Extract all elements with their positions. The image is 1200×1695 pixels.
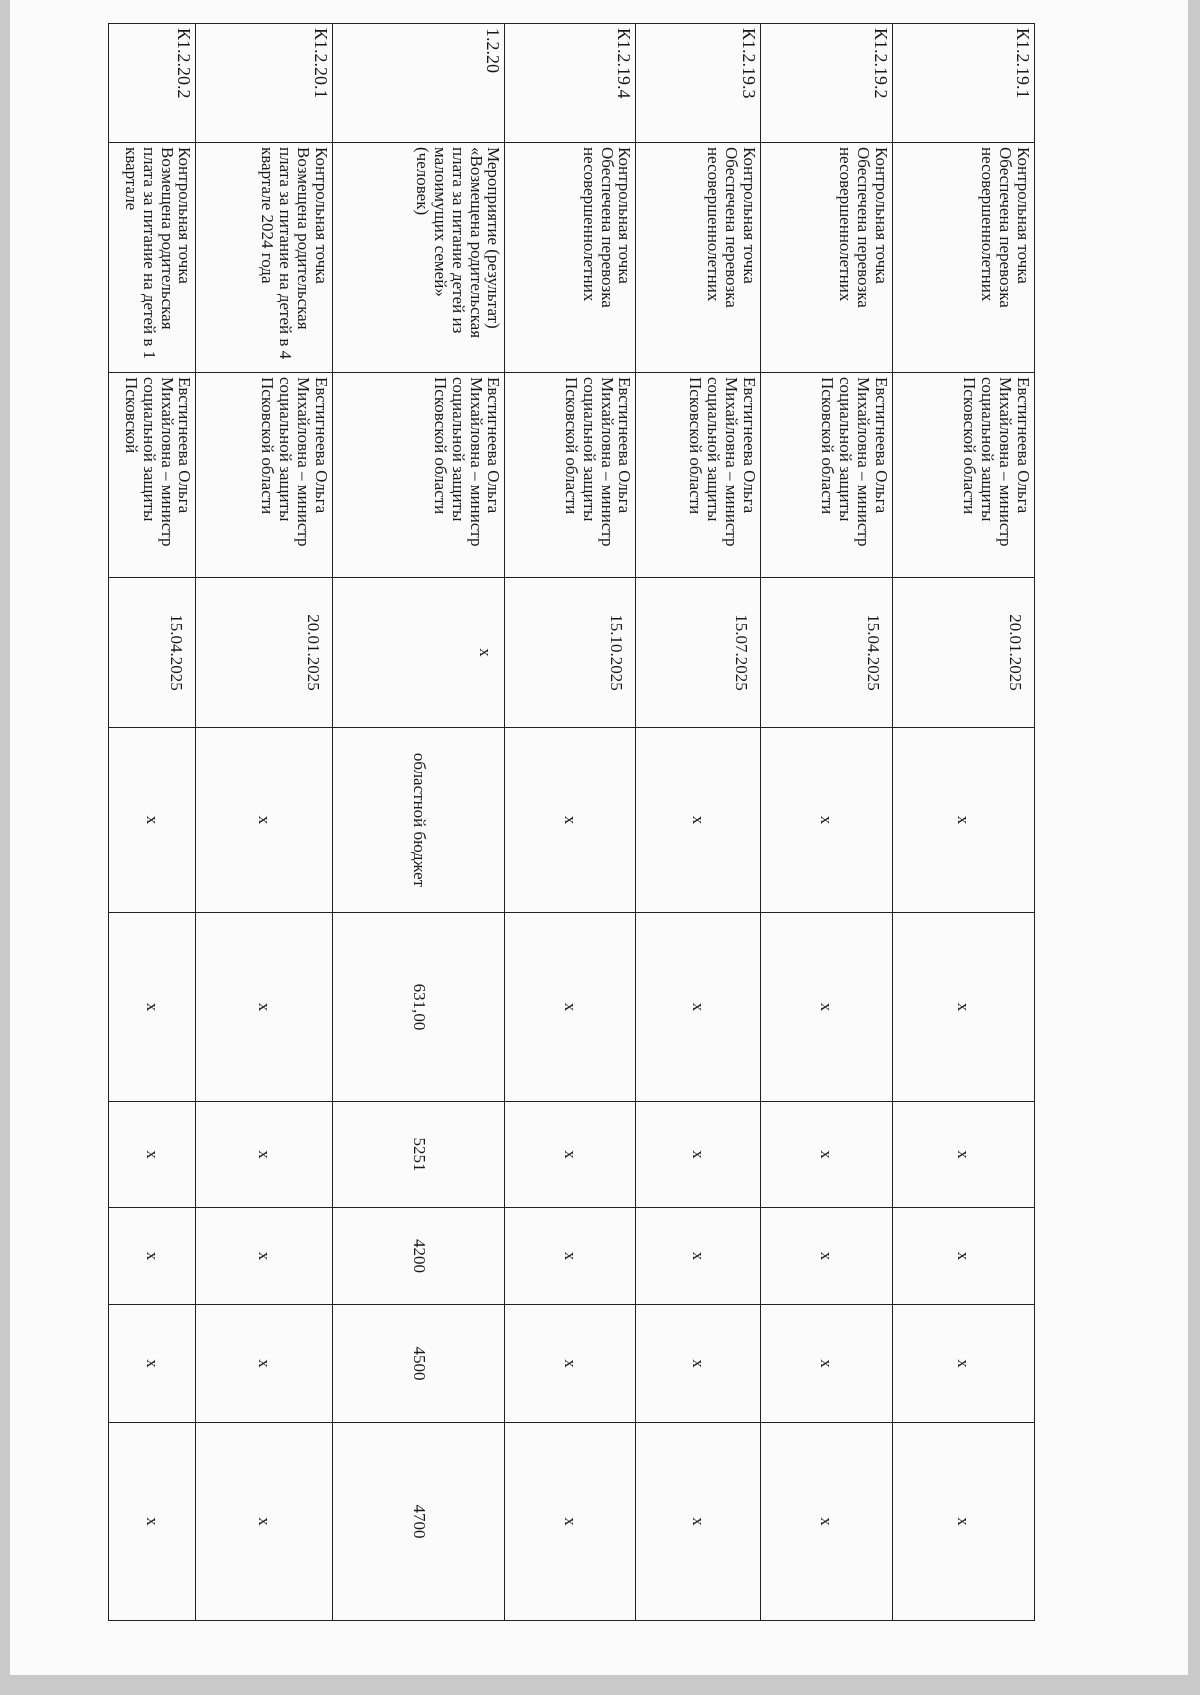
row-name: Контрольная точка Возмещена родительская плата за питание на детей в 1 квартале [109, 143, 196, 373]
row-amount: x [109, 913, 196, 1102]
row-name: Контрольная точка Обеспечена перевозка несовершеннолетних [505, 143, 636, 373]
row-value-3: 4500 [332, 1305, 504, 1423]
row-value-3: x [505, 1305, 636, 1423]
row-value-3: x [109, 1305, 196, 1423]
row-value-3: x [892, 1305, 1034, 1423]
row-value-1: x [636, 1102, 760, 1208]
row-date: x [332, 578, 504, 728]
row-amount: x [892, 913, 1034, 1102]
plan-table [108, 23, 1035, 1621]
row-value-1: x [760, 1102, 892, 1208]
row-amount: 631,00 [332, 913, 504, 1102]
row-amount: x [636, 913, 760, 1102]
row-responsible: Евстигнеева Ольга Михайловна – министр социальной защиты Псковской области [505, 373, 636, 578]
row-date: 15.07.2025 [636, 578, 760, 728]
row-value-3: x [636, 1305, 760, 1423]
rotated-page [108, 23, 1035, 1620]
row-value-1: x [892, 1102, 1034, 1208]
row-value-4: x [892, 1423, 1034, 1621]
row-responsible: Евстигнеева Ольга Михайловна – министр социальной защиты Псковской области [892, 373, 1034, 578]
row-name: Контрольная точка Обеспечена перевозка несовершеннолетних [892, 143, 1034, 373]
row-responsible: Евстигнеева Ольга Михайловна – министр социальной защиты Псковской области [332, 373, 504, 578]
table-row [636, 24, 760, 1621]
row-value-1: x [196, 1102, 333, 1208]
table-row [196, 24, 333, 1621]
scan-edge-bottom [0, 1675, 1200, 1695]
row-value-2: x [760, 1208, 892, 1305]
row-value-2: x [196, 1208, 333, 1305]
row-responsible: Евстигнеева Ольга Михайловна – министр социальной защиты Псковской области [196, 373, 333, 578]
row-name: Контрольная точка Возмещена родительская плата за питание на детей в 4 квартале 2024 года [196, 143, 333, 373]
row-responsible: Евстигнеева Ольга Михайловна – министр социальной защиты Псковской области [760, 373, 892, 578]
row-date: 15.04.2025 [109, 578, 196, 728]
row-value-3: x [196, 1305, 333, 1423]
row-value-2: x [636, 1208, 760, 1305]
table-row [892, 24, 1034, 1621]
row-value-2: x [892, 1208, 1034, 1305]
row-value-1: x [109, 1102, 196, 1208]
row-value-4: x [196, 1423, 333, 1621]
row-value-3: x [760, 1305, 892, 1423]
scan-edge-right [1188, 0, 1200, 1695]
row-funding-source: x [760, 728, 892, 913]
row-funding-source: x [892, 728, 1034, 913]
row-name: Контрольная точка Обеспечена перевозка несовершеннолетних [636, 143, 760, 373]
row-date: 15.04.2025 [760, 578, 892, 728]
row-code: К1.2.20.1 [196, 24, 333, 143]
row-value-2: x [505, 1208, 636, 1305]
table-row [505, 24, 636, 1621]
row-value-4: x [636, 1423, 760, 1621]
table-row [760, 24, 892, 1621]
row-date: 15.10.2025 [505, 578, 636, 728]
row-value-1: 5251 [332, 1102, 504, 1208]
table-row [109, 24, 196, 1621]
row-code: 1.2.20 [332, 24, 504, 143]
row-code: К1.2.19.2 [760, 24, 892, 143]
row-value-1: x [505, 1102, 636, 1208]
row-name: Мероприятие (результат) «Возмещена родительская плата за питание детей из малоимущих семей» (человек) [332, 143, 504, 373]
row-value-4: x [760, 1423, 892, 1621]
row-funding-source: x [505, 728, 636, 913]
row-funding-source: областной бюджет [332, 728, 504, 913]
row-code: К1.2.20.2 [109, 24, 196, 143]
row-code: К1.2.19.1 [892, 24, 1034, 143]
row-value-2: 4200 [332, 1208, 504, 1305]
row-code: К1.2.19.3 [636, 24, 760, 143]
row-amount: x [196, 913, 333, 1102]
table-row [332, 24, 504, 1621]
table-body [109, 24, 1035, 1621]
row-code: К1.2.19.4 [505, 24, 636, 143]
row-value-4: x [109, 1423, 196, 1621]
row-amount: x [760, 913, 892, 1102]
row-responsible: Евстигнеева Ольга Михайловна – министр социальной защиты Псковской [109, 373, 196, 578]
row-date: 20.01.2025 [196, 578, 333, 728]
scan-edge-left [0, 0, 10, 1695]
row-value-4: 4700 [332, 1423, 504, 1621]
row-date: 20.01.2025 [892, 578, 1034, 728]
row-value-4: x [505, 1423, 636, 1621]
row-value-2: x [109, 1208, 196, 1305]
row-funding-source: x [109, 728, 196, 913]
row-responsible: Евстигнеева Ольга Михайловна – министр социальной защиты Псковской области [636, 373, 760, 578]
row-amount: x [505, 913, 636, 1102]
row-funding-source: x [196, 728, 333, 913]
row-funding-source: x [636, 728, 760, 913]
row-name: Контрольная точка Обеспечена перевозка несовершеннолетних [760, 143, 892, 373]
